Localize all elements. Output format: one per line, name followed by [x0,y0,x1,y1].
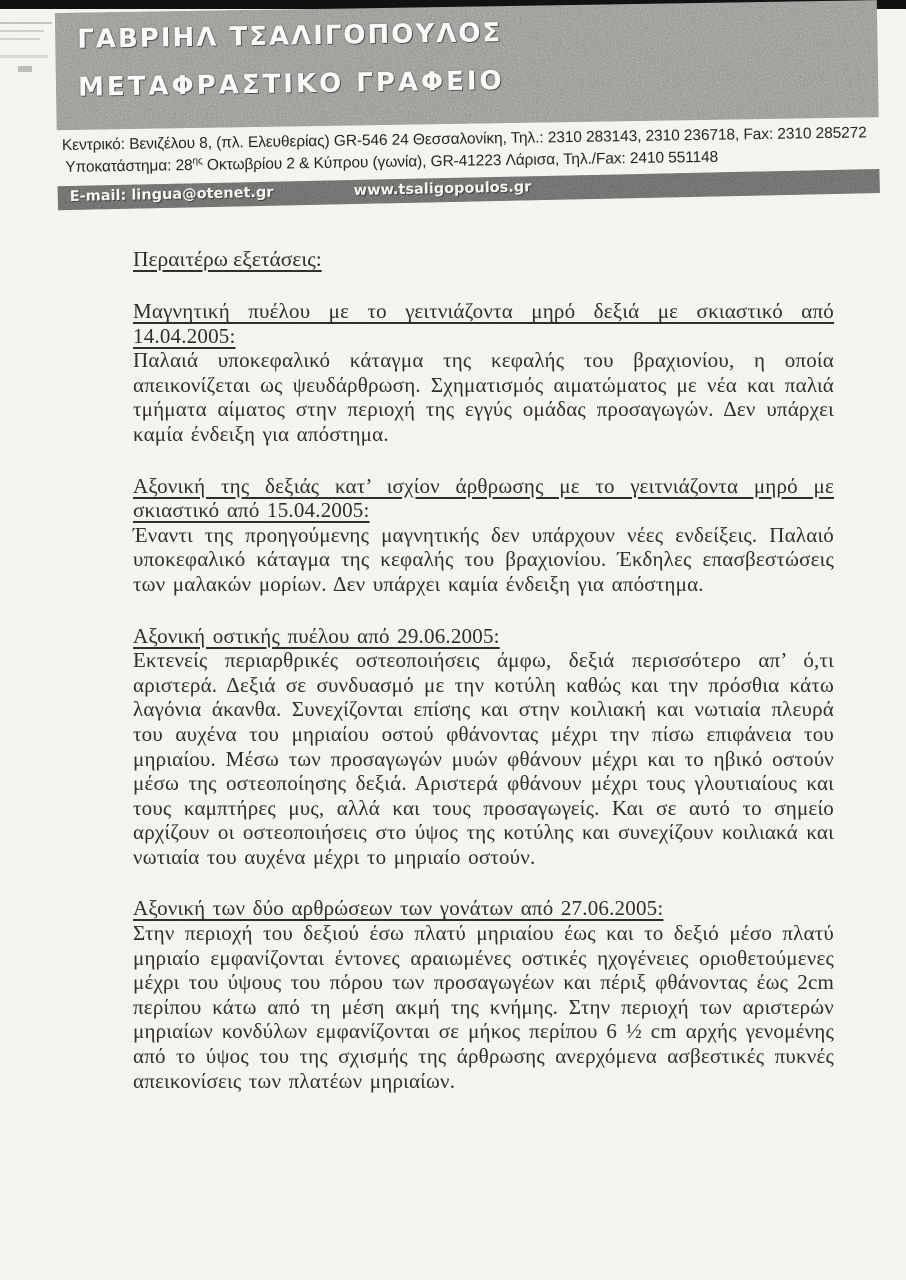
section-paragraph: Εκτενείς περιαρθρικές οστεοποιήσεις άμφω, δεξιά περισσότερο απ’ ό,τι αριστερά. Δεξιά σε συνδυασμό με την κοτύλη καθώς και την πρόσθια κάτω λαγόνια άκανθα. Συνεχίζονται επίσης και στην κοιλιακή και νωτιαία πλευρά του αυχένα του μηριαίου οστού φθάνοντας μέχρι την πίσω επιφάνεια του μηριαίου. Μέσω των προσαγωγών μυών φθάνουν μέχρι και το ηβικό οστούν μέσω της οστεοποίησης δεξιά. Αριστερά φθάνουν μέχρι τους γλουτιαίους και τους καμπτήρες μυς, αλλά και τους προσαγωγείς. Και σε αυτό το σημείο αρχίζουν οι οστεοποιήσεις στο ύψος της κοτύλης και συνεχίζουν κοιλιακά και νωτιαία του αυχένα μέχρι το μηριαίο οστούν. [133,648,834,869]
report-section [133,896,834,1093]
website-url: www.tsaligopoulos.gr [353,179,532,200]
report-section [133,299,834,447]
contact-branch-suffix: Οκτωβρίου 2 & Κύπρου (γωνία), GR-41223 Λάρισα, Τηλ./Fax: 2410 551148 [202,148,719,174]
section-heading: Αξονική της δεξιάς κατ’ ισχίον άρθρωσης με το γειτνιάζοντα μηρό με σκιαστικό από 15.04.2005: [133,473,834,523]
section-heading: Αξονική οστικής πυέλου από 29.06.2005: [133,623,500,648]
contact-address-main [62,124,867,155]
logo-banner [55,0,879,130]
contact-branch-superscript: ης [192,155,203,167]
email-website-bar [58,169,880,210]
company-name: ΓΑΒΡΙΗΛ ΤΣΑΛΙΓΟΠΟΥΛΟΣ [77,18,503,55]
document-body [133,247,834,1093]
letterhead [0,0,906,231]
section-heading: Αξονική των δύο αρθρώσεων των γονάτων από 27.06.2005: [133,896,664,921]
document-title: Περαιτέρω εξετάσεις: [133,247,322,271]
section-paragraph: Παλαιά υποκεφαλικό κάταγμα της κεφαλής του βραχιονίου, η οποία απεικονίζεται ως ψευδάρθρωση. Σχηματισμός αιματώματος με νέα και παλιά τμήματα αίματος στην περιοχή της εγγύς ομάδας προσαγωγών. Δεν υπάρχει καμία ένδειξη για απόστημα. [133,348,834,446]
section-paragraph: Έναντι της προηγούμενης μαγνητικής δεν υπάρχουν νέες ενδείξεις. Παλαιό υποκεφαλικό κάταγμα της κεφαλής του βραχιονίου. Έκδηλες επασβεστώσεις των μαλακών μορίων. Δεν υπάρχει καμία ένδειξη για απόστημα. [133,522,834,596]
contact-branch-prefix: Υποκατάστημα: 28 [65,156,193,176]
report-section [133,474,834,597]
company-subtitle: ΜΕΤΑΦΡΑΣΤΙΚΟ ΓΡΑΦΕΙΟ [77,66,505,103]
contact-address-main-text: Κεντρικό: Βενιζέλου 8, (πλ. Ελευθερίας) GR-546 24 Θεσσαλονίκη, Τηλ.: 2310 283143, 2310 236718, Fax: 2310 285272 [61,124,867,154]
section-paragraph: Στην περιοχή του δεξιού έσω πλατύ μηριαίου έως και το δεξιό μέσο πλατύ μηριαίο εμφανίζονται έντονες αραιωμένες οστικές ηχογένειες οριοθετούμενες μέχρι του ύψους του πόρου των προσαγωγέων και πέριξ φθάνοντας έως 2cm περίπου κάτω από τη μέση ακμή της κνήμης. Στην περιοχή των αριστερών μηριαίων κονδύλων εμφανίζονται σε μήκος περίπου 6 ½ cm αρχής γενομένης από το ύψος του της σχισμής της άρθρωσης ανερχόμενα ασβεστικές πυκνές απεικονίσεις των πλατέων μηριαίων. [133,921,834,1093]
email-address: E-mail: lingua@otenet.gr [69,184,274,205]
report-section [133,624,834,870]
section-heading: Μαγνητική πυέλου με το γειτνιάζοντα μηρό δεξιά με σκιαστικό από 14.04.2005: [133,299,834,348]
